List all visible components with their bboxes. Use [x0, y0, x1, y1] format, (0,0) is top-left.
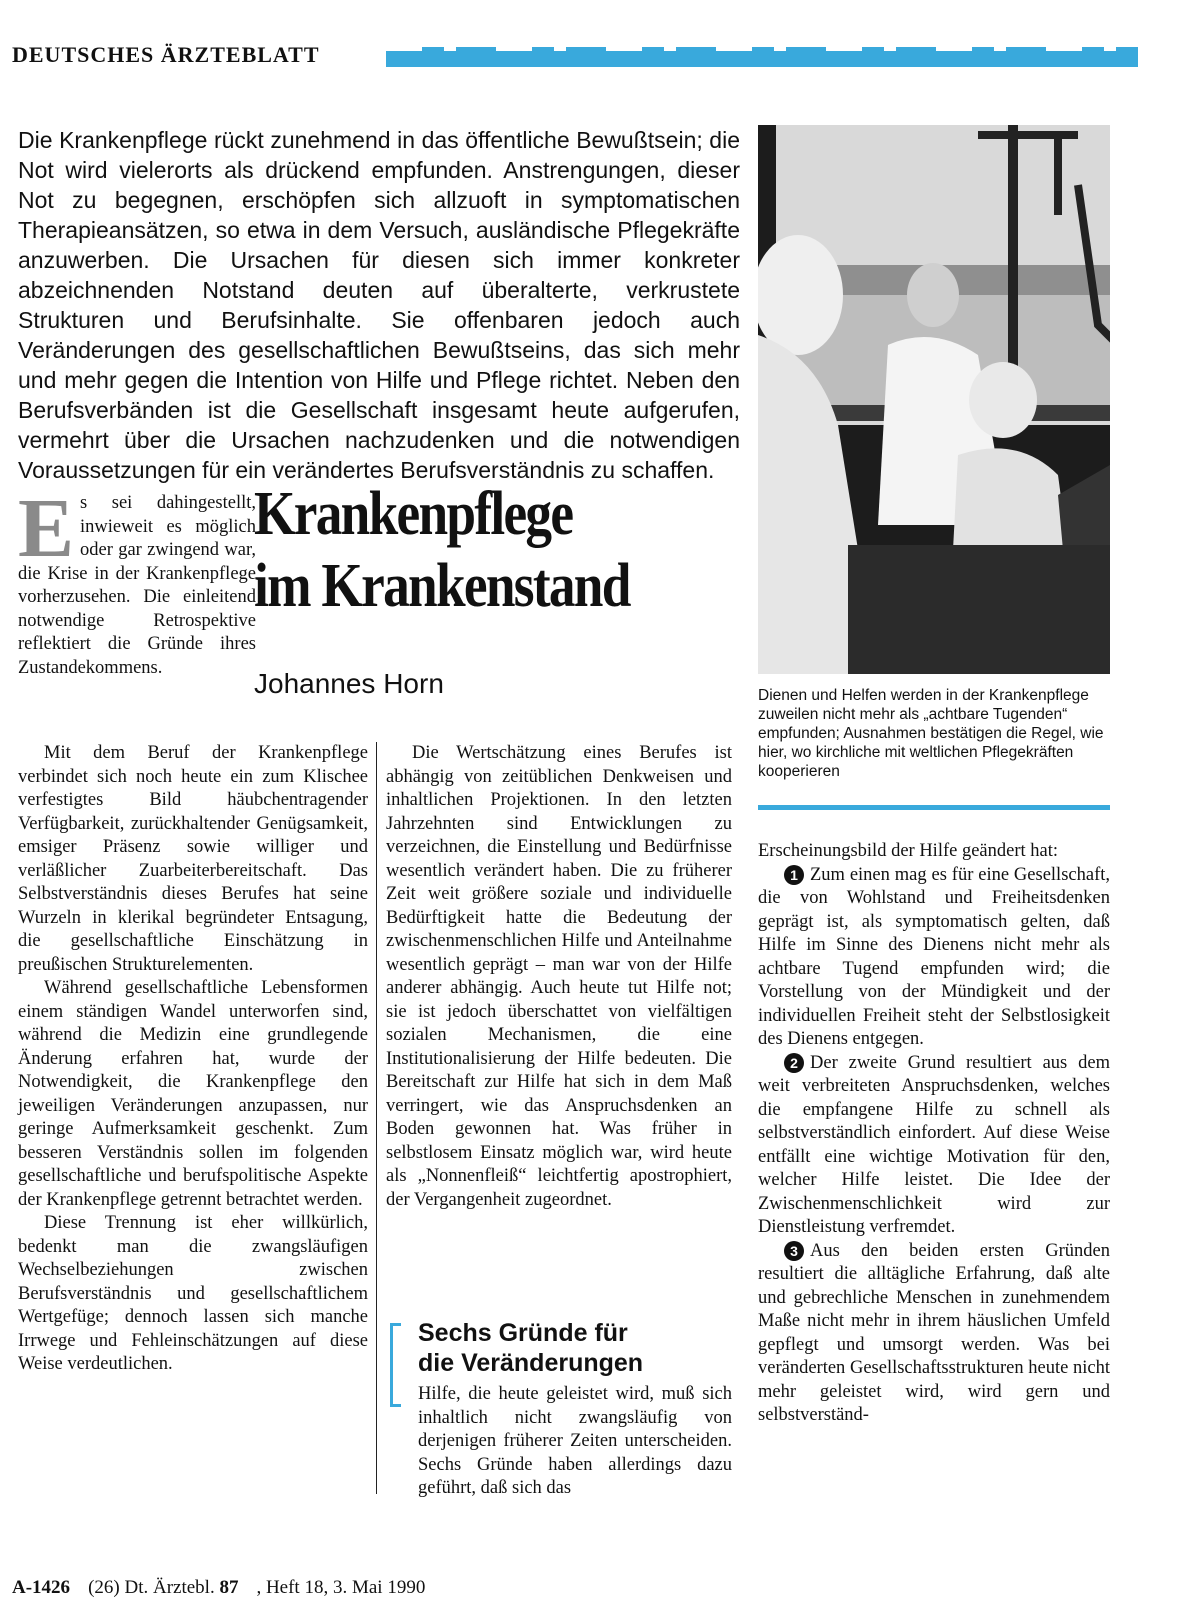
section-body — [418, 1383, 732, 1501]
page-number: A-1426 — [12, 1577, 71, 1598]
title-line-1: Krankenpflege — [254, 480, 573, 548]
number-marker: 3 — [784, 1241, 804, 1261]
caption-divider — [758, 805, 1110, 810]
section-heading — [418, 1318, 643, 1378]
page-footer — [12, 1577, 425, 1599]
citation-suffix: , Heft 18, 3. Mai 1990 — [256, 1577, 426, 1598]
paragraph: Hilfe, die heute geleistet wird, muß sich inhaltlich nicht zwangsläufig von derjenigen früherer Zeiten unterscheiden. Sechs Gründe haben allerdings dazu geführt, daß sich das — [418, 1384, 732, 1498]
drop-cap: E — [18, 482, 75, 575]
paragraph: Mit dem Beruf der Krankenpflege verbindet sich noch heute ein zum Klischee verfestigtes Bild häubchentragender Verfügbarkeit, zurückhaltender Genügsamkeit, emsiger Präsenz sowie williger und verläßlicher Zuarbeiterbereitschaft. Das Selbstverständnis dieses Berufes hat seine Wurzeln in klerikal begründeter Entsagung, die gesellschaftliche Einschätzung in preußischen Strukturelementen. — [18, 743, 368, 975]
photo-caption: Dienen und Helfen werden in der Krankenpflege zuweilen nicht mehr als „achtbare Tugenden“ empfunden; Ausnahmen bestätigen die Regel, wie hier, wo kirchliche mit weltlichen Pflegekräften kooperieren — [758, 687, 1104, 780]
journal-title: DEUTSCHES ÄRZTEBLATT — [12, 42, 320, 67]
intro-text: s sei dahingestellt, inwieweit es möglich oder gar zwingend war, die Krise in der Krankenpflege vorherzusehen. Die einleitend notwendige Retrospektive reflektiert die Gründe ihres Zustandekommens. — [18, 493, 256, 678]
section-marker — [390, 1323, 401, 1407]
header-accent-bar — [386, 47, 1138, 67]
paragraph: Erscheinungsbild der Hilfe geändert hat: — [758, 841, 1059, 861]
nurses-photo — [758, 125, 1110, 674]
number-marker: 1 — [784, 865, 804, 885]
intro-column — [18, 482, 256, 680]
author-name: Johannes Horn — [254, 668, 444, 699]
citation-prefix: (26) Dt. Ärztebl. — [88, 1577, 220, 1598]
numbered-item — [758, 1052, 1110, 1240]
number-marker: 2 — [784, 1053, 804, 1073]
paragraph: Diese Trennung ist eher willkürlich, bedenkt man die zwangsläufigen Wechselbeziehungen zwischen Berufsverständnis und gesellschaftlichem Wertgefüge; dennoch lassen sich manche Irrwege und Fehleinschätzungen auf diese Weise verdeutlichen. — [18, 1213, 368, 1374]
numbered-item — [758, 1240, 1110, 1428]
paragraph: Während gesellschaftliche Lebensformen einem ständigen Wandel unterworfen sind, während die Medizin eine grundlegende Änderung erfahren hat, wurde der Notwendigkeit, die Krankenpflege den jeweiligen Veränderungen anzupassen, nur geringe Aufmerksamkeit geschenkt. Zum besseren Verständnis sollen im folgenden gesellschaftliche und berufspolitische Aspekte der Krankenpflege getrennt betrachtet werden. — [18, 978, 368, 1210]
section-heading-line-1: Sechs Gründe für — [418, 1319, 628, 1347]
numbered-item — [758, 864, 1110, 1052]
body-column-middle — [386, 742, 732, 1212]
nurses-photo-illustration — [758, 125, 1110, 674]
title-line-2: im Krankenstand — [254, 552, 630, 620]
body-column-right — [758, 840, 1110, 1428]
paragraph: Die Wertschätzung eines Berufes ist abhängig von zeitüblichen Denkweisen und inhaltlichen Projektionen. In den letzten Jahrzehnten sind Entwicklungen zu verzeichnen, die Einstellung und Bedürfnisse wesentlich verändert haben. Die zu früherer Zeit weit größere soziale und individuelle Bedürftigkeit hatte die Bedeutung der zwischenmenschlichen Hilfe und Anteilnahme wesentlich geprägt – man war von der Hilfe anderer abhängig. Auch heute tut Hilfe not; sie ist jedoch überschattet von vielfältigen sozialen Mechanismen, die eine Institutionalisierung der Hilfe bedeuten. Die Bereitschaft zur Hilfe hat sich in dem Maß verringert, wie das Anspruchsdenken an Boden gewonnen hat. Was früher in selbstlosem Einsatz möglich war, wird heute als „Nonnenfleiß“ leichtfertig apostrophiert, der Vergangenheit zugeordnet. — [386, 743, 732, 1210]
section-heading-line-2: die Veränderungen — [418, 1349, 644, 1377]
item-text: Der zweite Grund resultiert aus dem weit verbreiteten Anspruchsdenken, welches die empfangene Hilfe zu schnell als selbstverständlich einfordert. Auf diese Weise entfällt eine wichtige Motivation für den, welcher Hilfe leistet. Die Idee der Zwischenmenschlichkeit wird zur Dienstleistung verfremdet. — [758, 1052, 1110, 1237]
citation-volume: 87 — [219, 1577, 239, 1598]
lead-paragraph: Die Krankenpflege rückt zunehmend in das öffentliche Bewußtsein; die Not wird vielerorts als drückend empfunden. Anstrengungen, dieser Not zu begegnen, erschöpfen sich allzuoft in symptomatischen Therapieansätzen, so etwa in dem Versuch, ausländische Pflegekräfte anzuwerben. Die Ursachen für diesen sich immer konkreter abzeichnenden Notstand deuten auf überalterte, verkrustete Strukturen und Berufsinhalte. Sie offenbaren jedoch auch Veränderungen des gesellschaftlichen Bewußtseins, das sich mehr und mehr gegen die Intention von Hilfe und Pflege richtet. Neben den Berufsverbänden ist die Gesellschaft insgesamt heute aufgerufen, vermehrt über die Ursachen nachzudenken und die notwendigen Voraussetzungen für ein verändertes Berufsverständnis zu schaffen. — [18, 127, 740, 483]
item-text: Aus den beiden ersten Gründen resultiert die alltägliche Erfahrung, daß alte und gebrechliche Menschen in zunehmendem Maße nicht mehr in ihrem häuslichen Umfeld gepflegt und umsorgt werden. Was bei veränderten Gesellschaftsstrukturen heute nicht mehr geleistet wird, wird gern und selbstverständ- — [758, 1240, 1110, 1425]
article-title — [254, 478, 630, 622]
body-column-left — [18, 742, 368, 1377]
item-text: Zum einen mag es für eine Gesellschaft, die von Wohlstand und Freiheitsdenken geprägt ist, als symptomatisch gelten, daß Hilfe im Sinne des Dienens nicht mehr als achtbare Tugend empfunden wird; die Vorstellung von der Mündigkeit und der individuellen Freiheit steht der Selbstlosigkeit des Dienens entgegen. — [758, 864, 1110, 1049]
column-divider — [376, 742, 377, 1494]
